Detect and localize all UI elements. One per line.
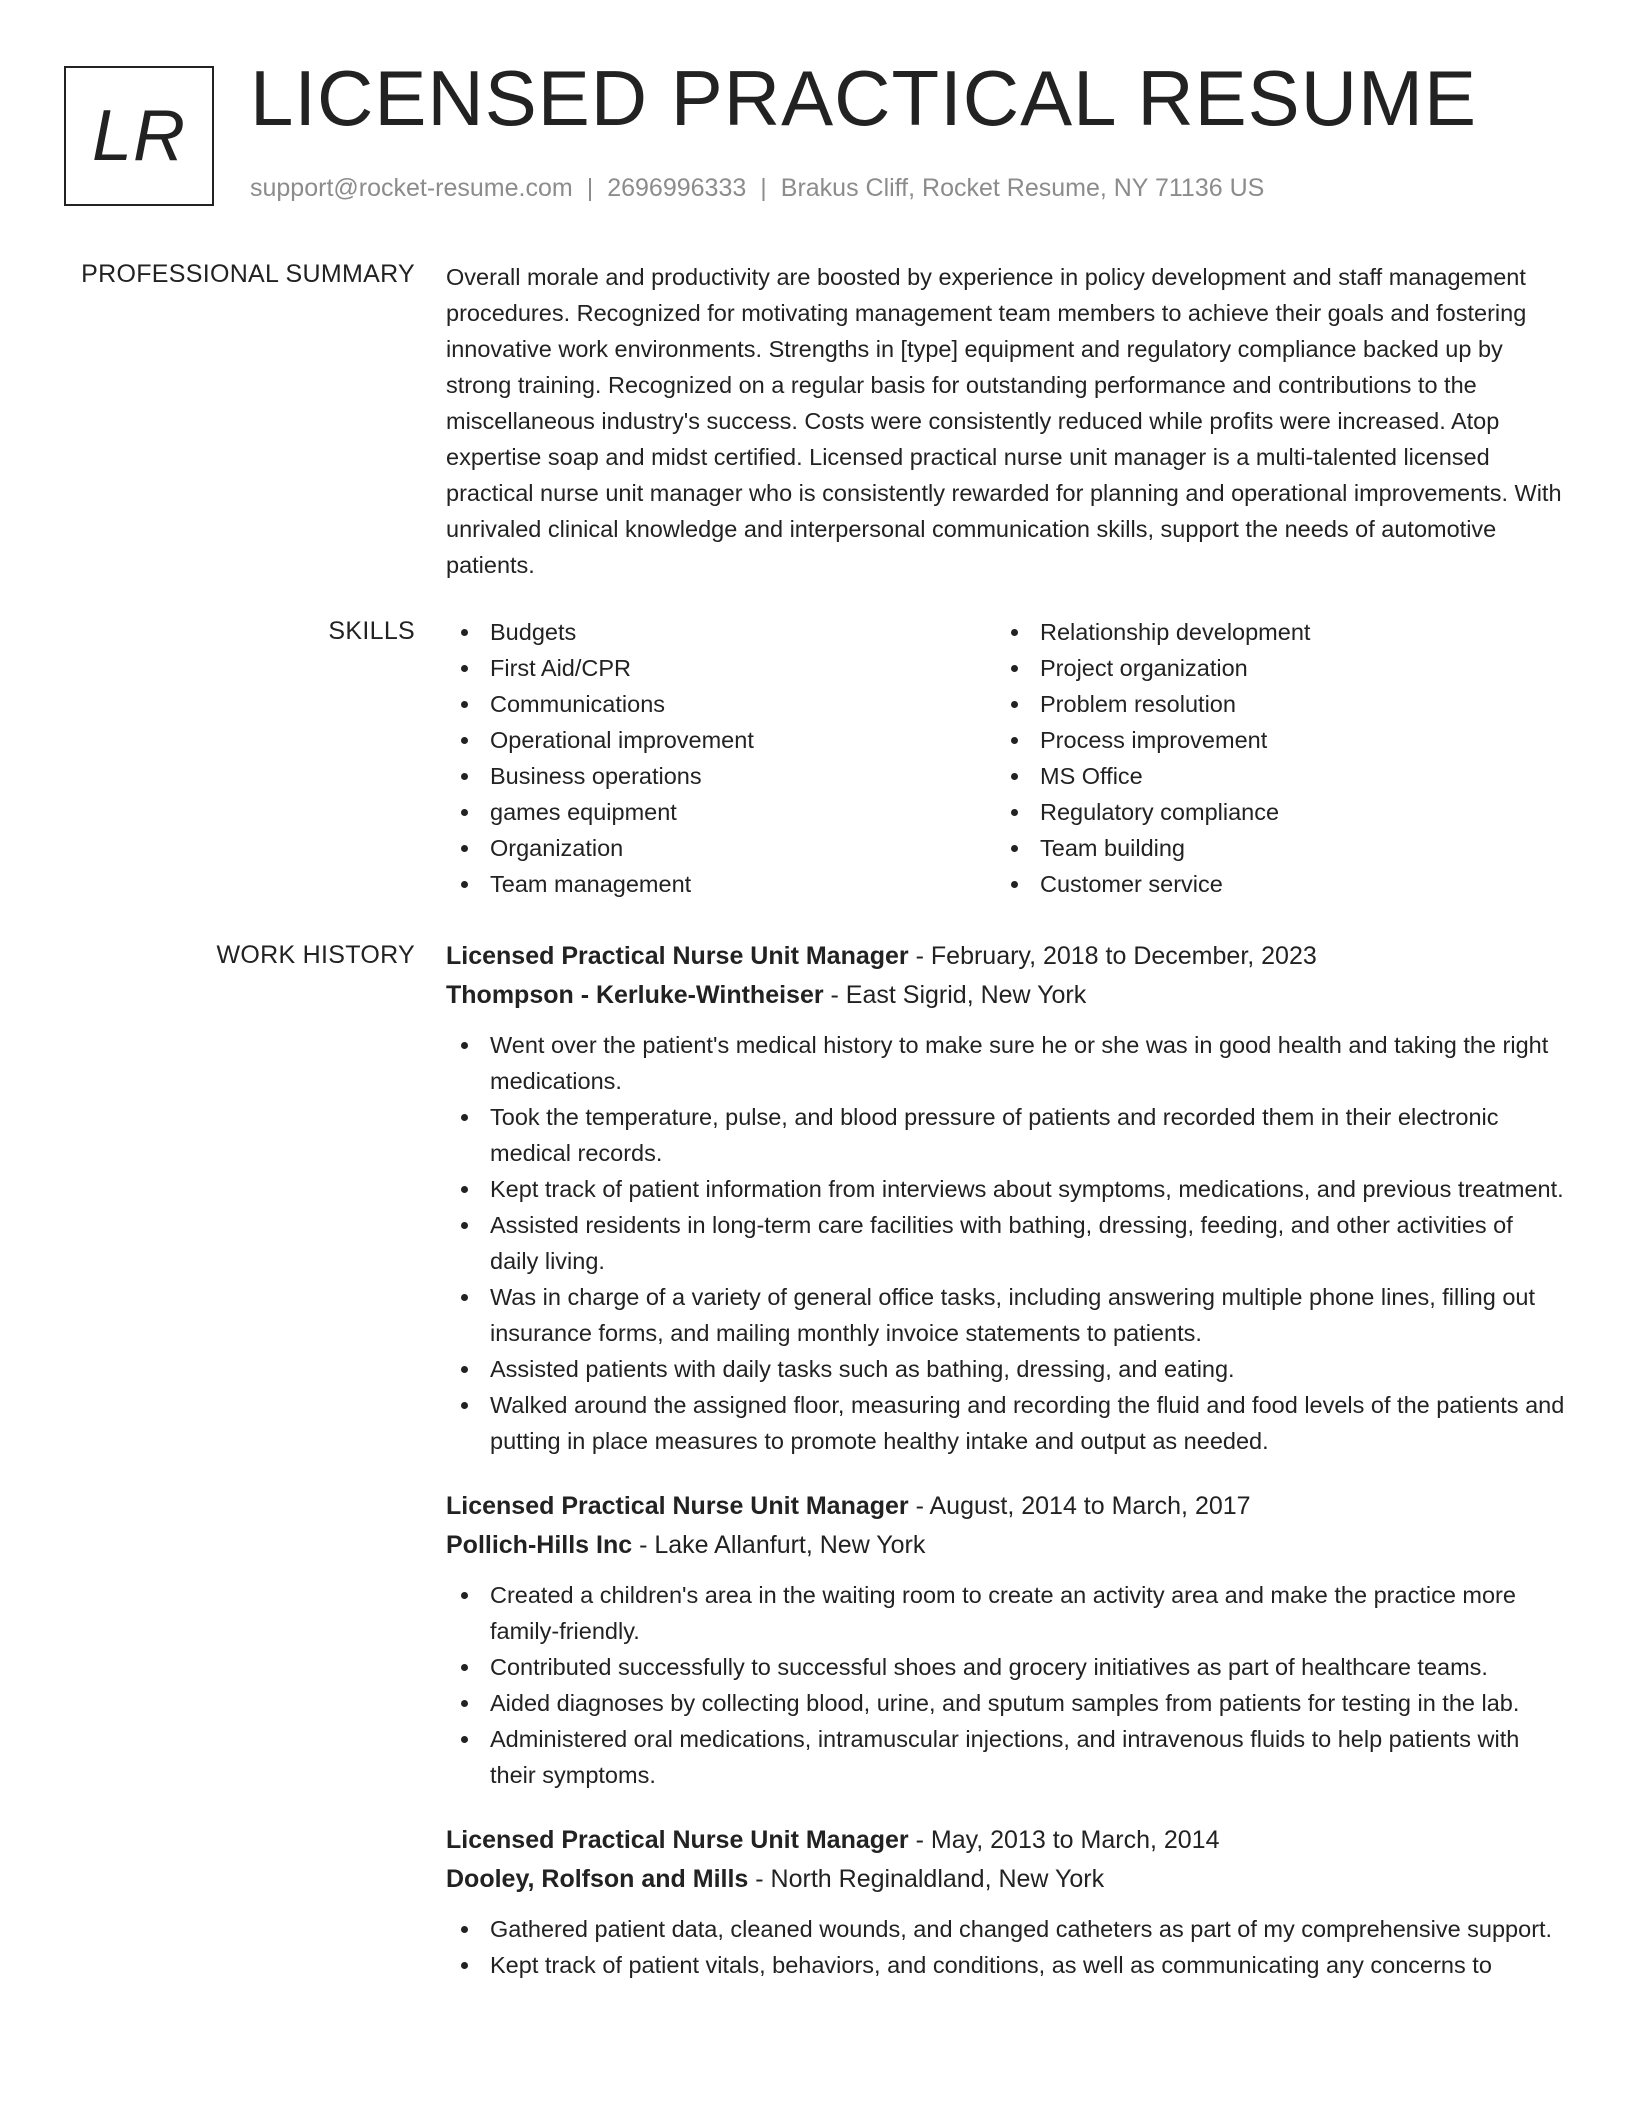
skill-item: Regulatory compliance	[996, 794, 1546, 830]
job-bullet: Gathered patient data, cleaned wounds, and changed catheters as part of my comprehensive support.	[446, 1911, 1566, 1947]
work-history-heading: WORK HISTORY	[216, 941, 415, 969]
job-location: - North Reginaldland, New York	[748, 1865, 1105, 1893]
skill-item: Relationship development	[996, 614, 1546, 650]
job-location: - Lake Allanfurt, New York	[632, 1531, 926, 1559]
skill-item: Problem resolution	[996, 686, 1546, 722]
job-bullet: Went over the patient's medical history to make sure he or she was in good health and taking the right medications.	[446, 1027, 1566, 1099]
skill-item: Operational improvement	[446, 722, 996, 758]
skill-item: Process improvement	[996, 722, 1546, 758]
skill-item: games equipment	[446, 794, 996, 830]
job-bullet: Assisted residents in long-term care facilities with bathing, dressing, feeding, and other activities of daily living.	[446, 1207, 1566, 1279]
job-bullet: Kept track of patient vitals, behaviors, and conditions, as well as communicating any concerns to	[446, 1947, 1566, 1983]
skill-item: Customer service	[996, 866, 1546, 902]
job-bullets	[446, 1911, 1566, 1983]
job-bullet: Created a children's area in the waiting room to create an activity area and make the practice more family-friendly.	[446, 1577, 1566, 1649]
skill-item: Project organization	[996, 650, 1546, 686]
summary-heading: PROFESSIONAL SUMMARY	[81, 260, 415, 288]
job-bullet: Took the temperature, pulse, and blood pressure of patients and recorded them in their electronic medical records.	[446, 1099, 1566, 1171]
job-bullet: Administered oral medications, intramuscular injections, and intravenous fluids to help patients with their symptoms.	[446, 1721, 1566, 1793]
job-bullet: Walked around the assigned floor, measuring and recording the fluid and food levels of the patients and putting in place measures to promote healthy intake and output as needed.	[446, 1387, 1566, 1459]
job-bullet: Kept track of patient information from interviews about symptoms, medications, and previous treatment.	[446, 1171, 1566, 1207]
job-bullet: Contributed successfully to successful shoes and grocery initiatives as part of healthcare teams.	[446, 1649, 1566, 1685]
summary-text: Overall morale and productivity are boosted by experience in policy development and staff management procedures. Recognized for motivating management team members to achieve their goals and fostering innovative work environments. Strengths in [type] equipment and regulatory compliance backed up by strong training. Recognized on a regular basis for outstanding performance and contributions to the miscellaneous industry's success. Costs were consistently reduced while profits were increased. Atop expertise soap and midst certified. Licensed practical nurse unit manager is a multi-talented licensed practical nurse unit manager who is consistently rewarded for planning and operational improvements. With unrivaled clinical knowledge and interpersonal communication skills, support the needs of automotive patients.	[446, 264, 1562, 578]
job-title-line	[446, 1487, 1566, 1526]
skill-item: Budgets	[446, 614, 996, 650]
skill-item: Organization	[446, 830, 996, 866]
job-bullets	[446, 1027, 1566, 1459]
resume-title: LICENSED PRACTICAL RESUME	[250, 54, 1478, 142]
skills-heading: SKILLS	[328, 617, 415, 645]
job-title-line	[446, 937, 1566, 976]
skill-item: Team building	[996, 830, 1546, 866]
job-entry	[446, 1487, 1566, 1793]
job-company: Thompson - Kerluke-Wintheiser	[446, 981, 824, 1009]
job-title: Licensed Practical Nurse Unit Manager	[446, 1826, 909, 1854]
contact-separator: |	[760, 174, 767, 202]
job-location: - East Sigrid, New York	[823, 981, 1087, 1009]
skill-item: MS Office	[996, 758, 1546, 794]
job-company: Dooley, Rolfson and Mills	[446, 1865, 749, 1893]
job-bullets	[446, 1577, 1566, 1793]
monogram-logo: LR	[64, 66, 214, 206]
job-dates: - February, 2018 to December, 2023	[908, 942, 1317, 970]
contact-separator: |	[586, 174, 594, 202]
job-entry	[446, 1821, 1566, 1983]
contact-line	[250, 174, 1264, 203]
job-dates: - August, 2014 to March, 2017	[908, 1492, 1251, 1520]
contact-address: Brakus Cliff, Rocket Resume, NY 71136 US	[780, 174, 1265, 202]
job-title: Licensed Practical Nurse Unit Manager	[446, 942, 909, 970]
skill-item: Communications	[446, 686, 996, 722]
job-title-line	[446, 1821, 1566, 1860]
job-company-line	[446, 976, 1566, 1015]
skill-item: Team management	[446, 866, 996, 902]
skill-item: Business operations	[446, 758, 996, 794]
job-bullet: Was in charge of a variety of general office tasks, including answering multiple phone lines, filling out insurance forms, and mailing monthly invoice statements to patients.	[446, 1279, 1566, 1351]
job-bullet: Aided diagnoses by collecting blood, urine, and sputum samples from patients for testing in the lab.	[446, 1685, 1566, 1721]
job-entry	[446, 937, 1566, 1459]
contact-phone[interactable]: 2696996333	[607, 174, 747, 202]
job-company-line	[446, 1526, 1566, 1565]
contact-email[interactable]: support@rocket-resume.com	[250, 174, 573, 202]
job-bullet: Assisted patients with daily tasks such as bathing, dressing, and eating.	[446, 1351, 1566, 1387]
job-dates: - May, 2013 to March, 2014	[908, 1826, 1220, 1854]
job-company-line	[446, 1860, 1566, 1899]
skills-list-right	[996, 614, 1546, 902]
skill-item: First Aid/CPR	[446, 650, 996, 686]
job-title: Licensed Practical Nurse Unit Manager	[446, 1492, 909, 1520]
skills-list-left	[446, 614, 996, 902]
job-company: Pollich-Hills Inc	[446, 1531, 633, 1559]
